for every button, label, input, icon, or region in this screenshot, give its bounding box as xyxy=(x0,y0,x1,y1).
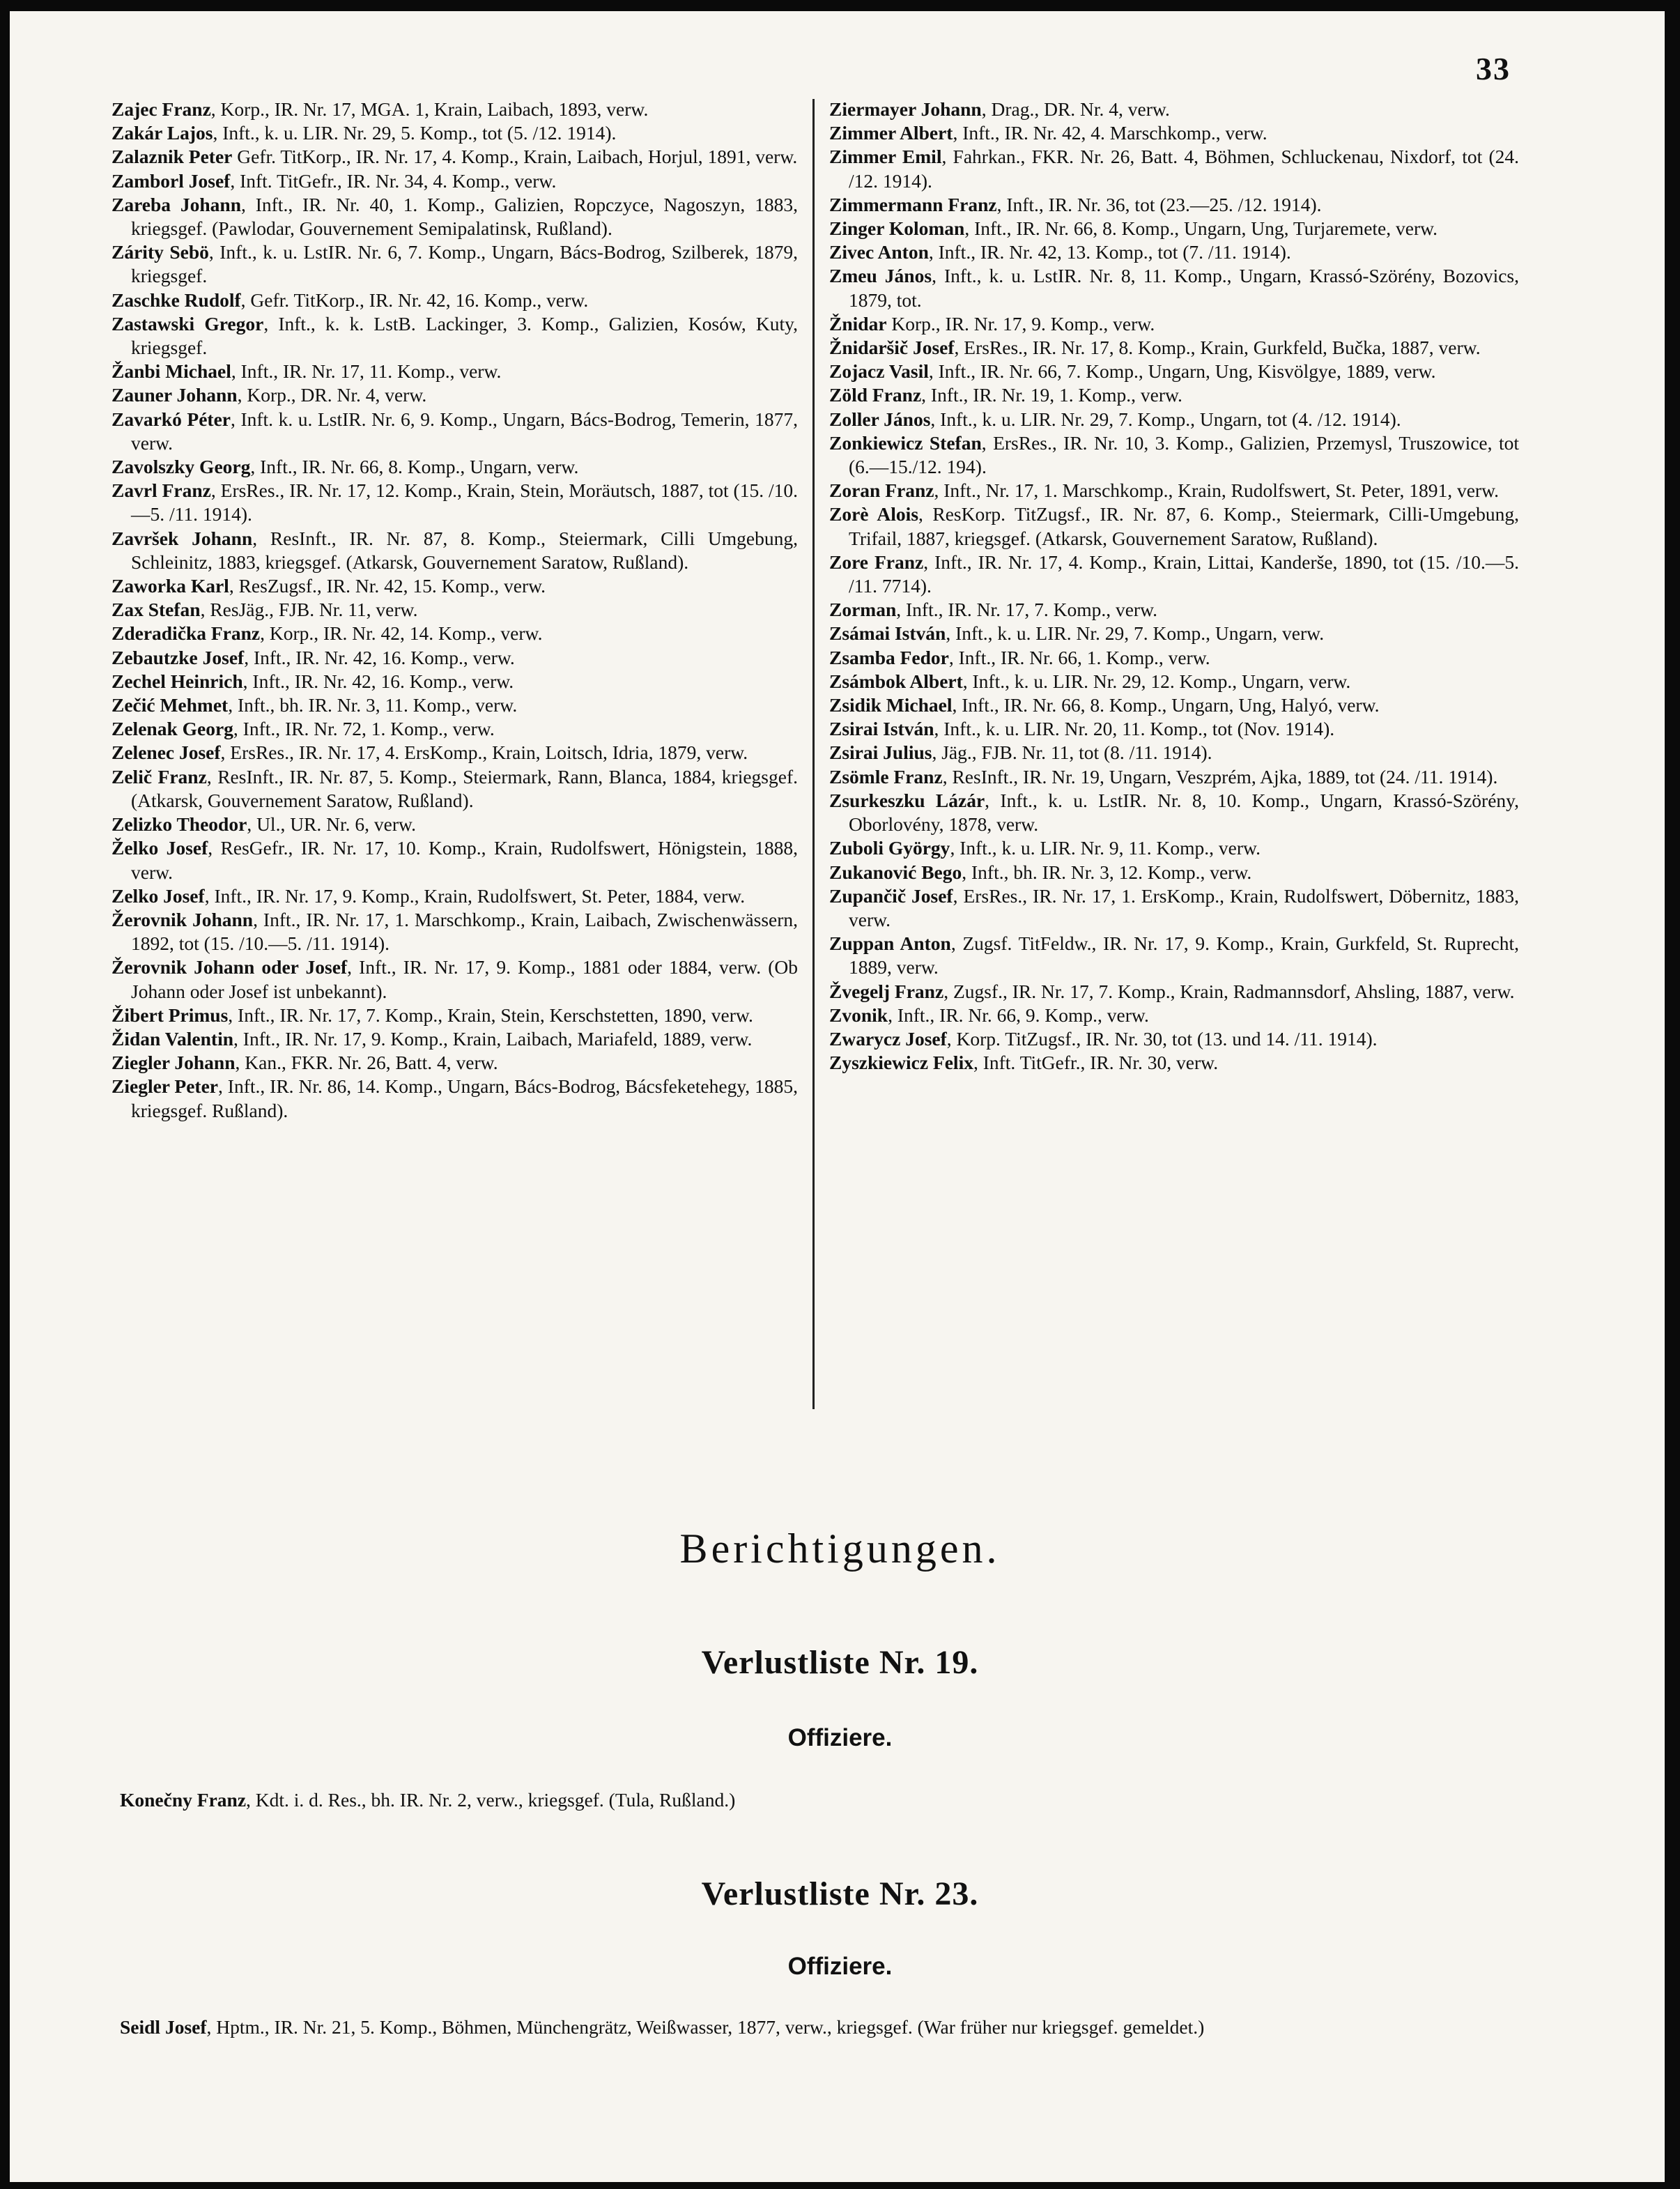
entry-name: Zaschke Rudolf xyxy=(111,289,241,311)
entry-name: Žerovnik Johann oder Josef xyxy=(111,956,348,978)
entry-text: , Zugsf. TitFeldw., IR. Nr. 17, 9. Komp., Krain, Gurkfeld, St. Ruprecht, 1889, verw. xyxy=(849,932,1520,978)
entry-text: Gefr. TitKorp., IR. Nr. 17, 4. Komp., Krain, Laibach, Horjul, 1891, verw. xyxy=(232,146,798,168)
list-entry xyxy=(111,360,798,383)
entry-name: Zaworka Karl xyxy=(111,575,229,597)
entry-name: Završek Johann xyxy=(111,527,253,549)
entry-text: , Inft., IR. Nr. 36, tot (23.—25. /12. 1914). xyxy=(996,193,1322,215)
entry-text: , Drag., DR. Nr. 4, verw. xyxy=(981,98,1170,120)
entry-name: Seidl Josef xyxy=(120,2016,207,2038)
entry-text: , Gefr. TitKorp., IR. Nr. 42, 16. Komp., verw. xyxy=(240,289,589,311)
entry-name: Židan Valentin xyxy=(111,1027,234,1050)
entry-text: , ErsRes., IR. Nr. 17, 4. ErsKomp., Krain, Loitsch, Idria, 1879, verw. xyxy=(220,742,748,764)
entry-text: , ErsRes., IR. Nr. 17, 1. ErsKomp., Krain, Rudolfswert, Döbernitz, 1883, verw. xyxy=(849,884,1519,930)
entry-name: Zorman xyxy=(829,599,897,621)
list-entry xyxy=(829,502,1519,550)
entry-text: , Korp., IR. Nr. 42, 14. Komp., verw. xyxy=(260,622,543,645)
entry-name: Zupančič Josef xyxy=(829,884,953,907)
list-19-subtitle: Offiziere. xyxy=(787,1724,893,1751)
entry-text: Korp., IR. Nr. 17, 9. Komp., verw. xyxy=(886,312,1155,335)
entry-name: Zelko Josef xyxy=(111,884,205,907)
entry-name: Žvegelj Franz xyxy=(829,980,944,1002)
list-entry xyxy=(829,551,1519,598)
list-entry xyxy=(111,717,798,741)
entry-text: , Inft., k. u. LIR. Nr. 29, 12. Komp., Ungarn, verw. xyxy=(962,670,1351,692)
entry-name: Ziegler Johann xyxy=(111,1052,236,1074)
list-entry xyxy=(111,169,798,193)
entry-name: Zsámbok Albert xyxy=(829,670,963,692)
entry-name: Zajec Franz xyxy=(111,98,211,120)
entry-text: , Inft., k. k. LstB. Lackinger, 3. Komp., Galizien, Kosów, Kuty, kriegsgef. xyxy=(131,312,798,359)
entry-text: , Fahrkan., FKR. Nr. 26, Batt. 4, Böhmen, Schluckenau, Nixdorf, tot (24. /12. 1914). xyxy=(849,146,1519,192)
list-entry xyxy=(111,813,798,836)
list-entry xyxy=(111,1051,798,1075)
list-entry xyxy=(111,574,798,598)
entry-name: Zuppan Anton xyxy=(829,932,951,955)
entry-name: Zojacz Vasil xyxy=(829,360,929,383)
list-entry xyxy=(829,479,1519,502)
entry-text: , Kdt. i. d. Res., bh. IR. Nr. 2, verw., kriegsgef. (Tula, Rußland.) xyxy=(246,1789,736,1811)
list-entry xyxy=(829,1051,1519,1075)
list-entry xyxy=(111,383,798,407)
list-entry xyxy=(829,336,1519,360)
entry-name: Zimmer Albert xyxy=(829,122,953,144)
entry-name: Zalaznik Peter xyxy=(111,146,233,168)
entry-name: Želko Josef xyxy=(111,837,208,859)
list-entry xyxy=(111,884,798,908)
entry-name: Zivec Anton xyxy=(829,241,929,263)
entry-text: , ResJäg., FJB. Nr. 11, verw. xyxy=(200,599,418,621)
list-entry xyxy=(111,98,798,121)
entry-text: , Inft., IR. Nr. 40, 1. Komp., Galizien, Ropczyce, Nagoszyn, 1883, kriegsgef. (Pawlodar, Gouvernement Semipalatinsk, Rußland). xyxy=(131,193,799,240)
entry-text: , Inft., IR. Nr. 42, 16. Komp., verw. xyxy=(242,670,514,692)
list-entry xyxy=(829,145,1519,192)
entry-text: , ErsRes., IR. Nr. 17, 8. Komp., Krain, Gurkfeld, Bučka, 1887, verw. xyxy=(954,337,1481,359)
list-entry xyxy=(111,312,798,360)
list-entry xyxy=(829,240,1519,264)
entry-text: , Inft., k. u. LstIR. Nr. 8, 11. Komp., Ungarn, Krassó-Szörény, Bozovics, 1879, tot. xyxy=(849,265,1519,311)
entry-text: , Inft., IR. Nr. 17, 1. Marschkomp., Krain, Laibach, Zwischenwässern, 1892, tot (15. /10.—5. /11. 1914). xyxy=(131,908,799,955)
entry-name: Zamborl Josef xyxy=(111,169,231,192)
column-divider xyxy=(812,99,815,1409)
entry-text: , Inft., IR. Nr. 66, 8. Komp., Ungarn, Ung, Turjaremete, verw. xyxy=(964,217,1438,240)
entry-name: Zsamba Fedor xyxy=(829,646,949,668)
entry-name: Zore Franz xyxy=(829,551,924,573)
entry-text: , Inft., bh. IR. Nr. 3, 12. Komp., verw. xyxy=(962,861,1252,883)
list-entry xyxy=(829,741,1519,765)
entry-name: Zelič Franz xyxy=(111,765,207,788)
entry-text: , Inft., IR. Nr. 66, 1. Komp., verw. xyxy=(948,646,1210,668)
entry-name: Zauner Johann xyxy=(111,384,238,406)
list-entry xyxy=(829,932,1519,979)
entry-text: , Inft., IR. Nr. 72, 1. Komp., verw. xyxy=(233,718,495,740)
list-entry xyxy=(111,741,798,765)
entry-text: , Inft., IR. Nr. 17, 11. Komp., verw. xyxy=(231,360,502,383)
entry-text: , Inft., IR. Nr. 19, 1. Komp., verw. xyxy=(921,384,1182,406)
list-entry xyxy=(829,598,1519,622)
list-entry xyxy=(829,1027,1519,1051)
entry-name: Zimmermann Franz xyxy=(829,193,997,215)
entry-name: Žnidaršič Josef xyxy=(829,337,955,359)
list-entry xyxy=(111,693,798,717)
entry-text: , Inft., IR. Nr. 66, 8. Komp., Ungarn, verw. xyxy=(250,456,579,478)
list-entry xyxy=(111,646,798,670)
entry-text: , Jäg., FJB. Nr. 11, tot (8. /11. 1914). xyxy=(932,742,1212,764)
list-entry xyxy=(829,312,1519,336)
entry-name: Zyszkiewicz Felix xyxy=(829,1052,973,1074)
list-entry xyxy=(829,693,1519,717)
list-entry xyxy=(111,1004,798,1027)
entry-text: , Inft., k. u. LIR. Nr. 9, 11. Komp., verw. xyxy=(950,837,1261,859)
entry-name: Zsirai István xyxy=(829,718,934,740)
entry-text: , Inft., IR. Nr. 42, 4. Marschkomp., verw. xyxy=(953,122,1267,144)
list-entry xyxy=(111,955,798,1003)
entry-name: Zárity Sebö xyxy=(111,241,209,263)
list-entry xyxy=(829,980,1519,1004)
list-entry xyxy=(111,1027,798,1051)
entry-text: , Korp. TitZugsf., IR. Nr. 30, tot (13. und 14. /11. 1914). xyxy=(946,1027,1378,1050)
entry-text: , Inft., IR. Nr. 17, 4. Komp., Krain, Littai, Kanderše, 1890, tot (15. /10.—5. /11. 7714). xyxy=(849,551,1519,597)
list-23-entry xyxy=(120,2015,1498,2039)
entry-text: , Inft., IR. Nr. 17, 9. Komp., Krain, Laibach, Mariafeld, 1889, verw. xyxy=(233,1027,753,1050)
list-entry xyxy=(829,1004,1519,1027)
list-entry xyxy=(829,884,1519,932)
entry-name: Zavarkó Péter xyxy=(111,408,231,430)
list-entry xyxy=(829,622,1519,645)
list-entry xyxy=(111,240,798,288)
entry-name: Zuboli György xyxy=(829,837,950,859)
list-entry xyxy=(111,193,798,240)
entry-name: Zinger Koloman xyxy=(829,217,965,240)
right-column xyxy=(829,98,1519,1075)
corrections-heading: Berichtigungen. xyxy=(679,1526,1001,1572)
entry-name: Zmeu János xyxy=(829,265,932,287)
entry-name: Žanbi Michael xyxy=(111,360,231,383)
list-entry xyxy=(111,622,798,645)
list-entry xyxy=(111,145,798,169)
entry-text: , Inft., IR. Nr. 42, 13. Komp., tot (7. /11. 1914). xyxy=(928,241,1291,263)
list-entry xyxy=(829,836,1519,860)
list-entry xyxy=(829,217,1519,240)
entry-name: Zakár Lajos xyxy=(111,122,213,144)
list-entry xyxy=(829,193,1519,217)
entry-name: Ziermayer Johann xyxy=(829,98,982,120)
list-entry xyxy=(829,98,1519,121)
entry-text: , Inft. TitGefr., IR. Nr. 30, verw. xyxy=(973,1052,1219,1074)
entry-text: , ResGefr., IR. Nr. 17, 10. Komp., Krain, Rudolfswert, Hönigstein, 1888, verw. xyxy=(131,837,798,883)
entry-text: , Ul., UR. Nr. 6, verw. xyxy=(247,813,416,836)
entry-name: Zareba Johann xyxy=(111,193,242,215)
entry-name: Zoller János xyxy=(829,408,931,430)
entry-text: , ResZugsf., IR. Nr. 42, 15. Komp., verw. xyxy=(229,575,546,597)
entry-name: Zimmer Emil xyxy=(829,146,942,168)
entry-text: , Inft., IR. Nr. 17, 7. Komp., Krain, Stein, Kerschstetten, 1890, verw. xyxy=(228,1004,753,1026)
list-entry xyxy=(111,527,798,574)
entry-name: Zečić Mehmet xyxy=(111,694,229,716)
entry-text: , Inft. TitGefr., IR. Nr. 34, 4. Komp., verw. xyxy=(230,169,557,192)
entry-name: Zastawski Gregor xyxy=(111,312,264,335)
left-column xyxy=(111,98,798,1123)
page-number: 33 xyxy=(1476,51,1511,86)
entry-text: , Inft., IR. Nr. 42, 16. Komp., verw. xyxy=(244,646,515,668)
list-entry xyxy=(829,670,1519,693)
entry-text: , Inft., bh. IR. Nr. 3, 11. Komp., verw. xyxy=(228,694,518,716)
entry-text: , ResInft., IR. Nr. 87, 5. Komp., Steiermark, Rann, Blanca, 1884, kriegsgef. (Atkarsk, Gouvernement Saratow, Rußland). xyxy=(131,765,798,811)
entry-name: Zorè Alois xyxy=(829,503,919,525)
entry-text: , ResInft., IR. Nr. 87, 8. Komp., Steiermark, Cilli Umgebung, Schleinitz, 1883, kriegsgef. (Atkarsk, Gouvernement Saratow, Rußland). xyxy=(131,527,798,573)
list-entry xyxy=(829,360,1519,383)
entry-name: Zelizko Theodor xyxy=(111,813,247,836)
entry-text: , Inft., k. u. LIR. Nr. 29, 5. Komp., tot (5. /12. 1914). xyxy=(213,122,617,144)
entry-name: Zsirai Julius xyxy=(829,742,932,764)
entry-name: Zvonik xyxy=(829,1004,888,1026)
list-entry xyxy=(829,431,1519,479)
entry-name: Zelenec Josef xyxy=(111,742,221,764)
list-entry xyxy=(829,765,1519,789)
entry-text: , ErsRes., IR. Nr. 17, 12. Komp., Krain, Stein, Moräutsch, 1887, tot (15. /10.—5. /11. 1914). xyxy=(131,479,798,525)
entry-name: Zsámai István xyxy=(829,622,946,645)
entry-text: , Korp., IR. Nr. 17, MGA. 1, Krain, Laibach, 1893, verw. xyxy=(210,98,649,120)
entry-text: , Zugsf., IR. Nr. 17, 7. Komp., Krain, Radmannsdorf, Ahsling, 1887, verw. xyxy=(943,980,1515,1002)
entry-text: , Inft., IR. Nr. 66, 7. Komp., Ungarn, Ung, Kisvölgye, 1889, verw. xyxy=(928,360,1436,383)
entry-name: Konečny Franz xyxy=(120,1789,247,1811)
entry-text: , ResInft., IR. Nr. 19, Ungarn, Veszprém, Ajka, 1889, tot (24. /11. 1914). xyxy=(942,765,1498,788)
list-entry xyxy=(111,908,798,955)
list-entry xyxy=(829,121,1519,145)
list-entry xyxy=(829,717,1519,741)
list-entry xyxy=(829,383,1519,407)
entry-name: Zonkiewicz Stefan xyxy=(829,431,982,454)
entry-text: , Hptm., IR. Nr. 21, 5. Komp., Böhmen, Münchengrätz, Weißwasser, 1877, verw., kriegsgef. (War früher nur kriegsgef. gemeldet.) xyxy=(206,2016,1205,2038)
entry-text: , Korp., DR. Nr. 4, verw. xyxy=(237,384,427,406)
entry-text: , Inft., IR. Nr. 66, 8. Komp., Ungarn, Ung, Halyó, verw. xyxy=(952,694,1380,716)
list-19-entry xyxy=(120,1788,1498,1812)
entry-name: Zoran Franz xyxy=(829,479,934,502)
entry-text: , Inft. k. u. LstIR. Nr. 6, 9. Komp., Ungarn, Bács-Bodrog, Temerin, 1877, verw. xyxy=(131,408,799,454)
entry-text: , Inft., k. u. LstIR. Nr. 8, 10. Komp., Ungarn, Krassó-Szörény, Oborlovény, 1878, verw. xyxy=(849,789,1519,836)
entry-text: , Kan., FKR. Nr. 26, Batt. 4, verw. xyxy=(235,1052,498,1074)
entry-name: Žibert Primus xyxy=(111,1004,229,1026)
entry-name: Zderadička Franz xyxy=(111,622,261,645)
entry-text: , Inft., Nr. 17, 1. Marschkomp., Krain, Rudolfswert, St. Peter, 1891, verw. xyxy=(934,479,1500,502)
list-23-subtitle: Offiziere. xyxy=(787,1953,893,1980)
entry-text: , Inft., IR. Nr. 66, 9. Komp., verw. xyxy=(888,1004,1149,1026)
list-entry xyxy=(829,408,1519,431)
entry-name: Zax Stefan xyxy=(111,599,201,621)
entry-text: , Inft., IR. Nr. 86, 14. Komp., Ungarn, Bács-Bodrog, Bácsfeketehegy, 1885, kriegsgef. Rußland). xyxy=(131,1075,798,1121)
entry-name: Zsurkeszku Lázár xyxy=(829,789,985,811)
list-entry xyxy=(111,836,798,884)
entry-text: , Inft., k. u. LIR. Nr. 29, 7. Komp., Ungarn, verw. xyxy=(946,622,1325,645)
entry-name: Zsömle Franz xyxy=(829,765,943,788)
list-entry xyxy=(829,646,1519,670)
entry-name: Zavolszky Georg xyxy=(111,456,251,478)
list-19-title: Verlustliste Nr. 19. xyxy=(701,1644,979,1681)
list-23-title: Verlustliste Nr. 23. xyxy=(701,1875,979,1912)
entry-name: Žerovnik Johann xyxy=(111,908,254,930)
entry-name: Zavrl Franz xyxy=(111,479,211,502)
entry-text: , Inft., IR. Nr. 17, 9. Komp., Krain, Rudolfswert, St. Peter, 1884, verw. xyxy=(204,884,746,907)
entry-name: Zöld Franz xyxy=(829,384,922,406)
entry-name: Zsidik Michael xyxy=(829,694,953,716)
list-entry xyxy=(111,765,798,813)
list-entry xyxy=(111,121,798,145)
entry-text: , ResKorp. TitZugsf., IR. Nr. 87, 6. Komp., Steiermark, Cilli-Umgebung, Trifail, 1887, kriegsgef. (Atkarsk, Gouvernement Saratow, Rußland). xyxy=(849,503,1519,549)
entry-text: , ErsRes., IR. Nr. 10, 3. Komp., Galizien, Przemysl, Truszowice, tot (6.—15./12. 194). xyxy=(849,431,1519,478)
entry-text: , Inft., k. u. LIR. Nr. 20, 11. Komp., tot (Nov. 1914). xyxy=(934,718,1335,740)
entry-text: , Inft., k. u. LstIR. Nr. 6, 7. Komp., Ungarn, Bács-Bodrog, Szilberek, 1879, kriegsgef. xyxy=(131,241,798,287)
entry-text: , Inft., IR. Nr. 17, 7. Komp., verw. xyxy=(896,599,1158,621)
list-entry xyxy=(111,670,798,693)
list-entry xyxy=(111,455,798,479)
list-entry xyxy=(111,598,798,622)
list-entry xyxy=(111,479,798,526)
list-entry xyxy=(111,408,798,455)
entry-name: Zechel Heinrich xyxy=(111,670,243,692)
list-entry xyxy=(829,264,1519,312)
entry-text: , Inft., IR. Nr. 17, 9. Komp., 1881 oder 1884, verw. (Ob Johann oder Josef ist unbekannt). xyxy=(131,956,798,1002)
entry-text: , Inft., k. u. LIR. Nr. 29, 7. Komp., Ungarn, tot (4. /12. 1914). xyxy=(930,408,1401,430)
entry-name: Zelenak Georg xyxy=(111,718,233,740)
list-entry xyxy=(829,789,1519,836)
entry-name: Žnidar xyxy=(829,312,887,335)
entry-name: Zebautzke Josef xyxy=(111,646,245,668)
entry-name: Zukanović Bego xyxy=(829,861,962,883)
list-entry xyxy=(111,289,798,312)
list-entry xyxy=(111,1075,798,1122)
list-entry xyxy=(829,861,1519,884)
entry-name: Ziegler Peter xyxy=(111,1075,218,1098)
entry-name: Zwarycz Josef xyxy=(829,1027,947,1050)
